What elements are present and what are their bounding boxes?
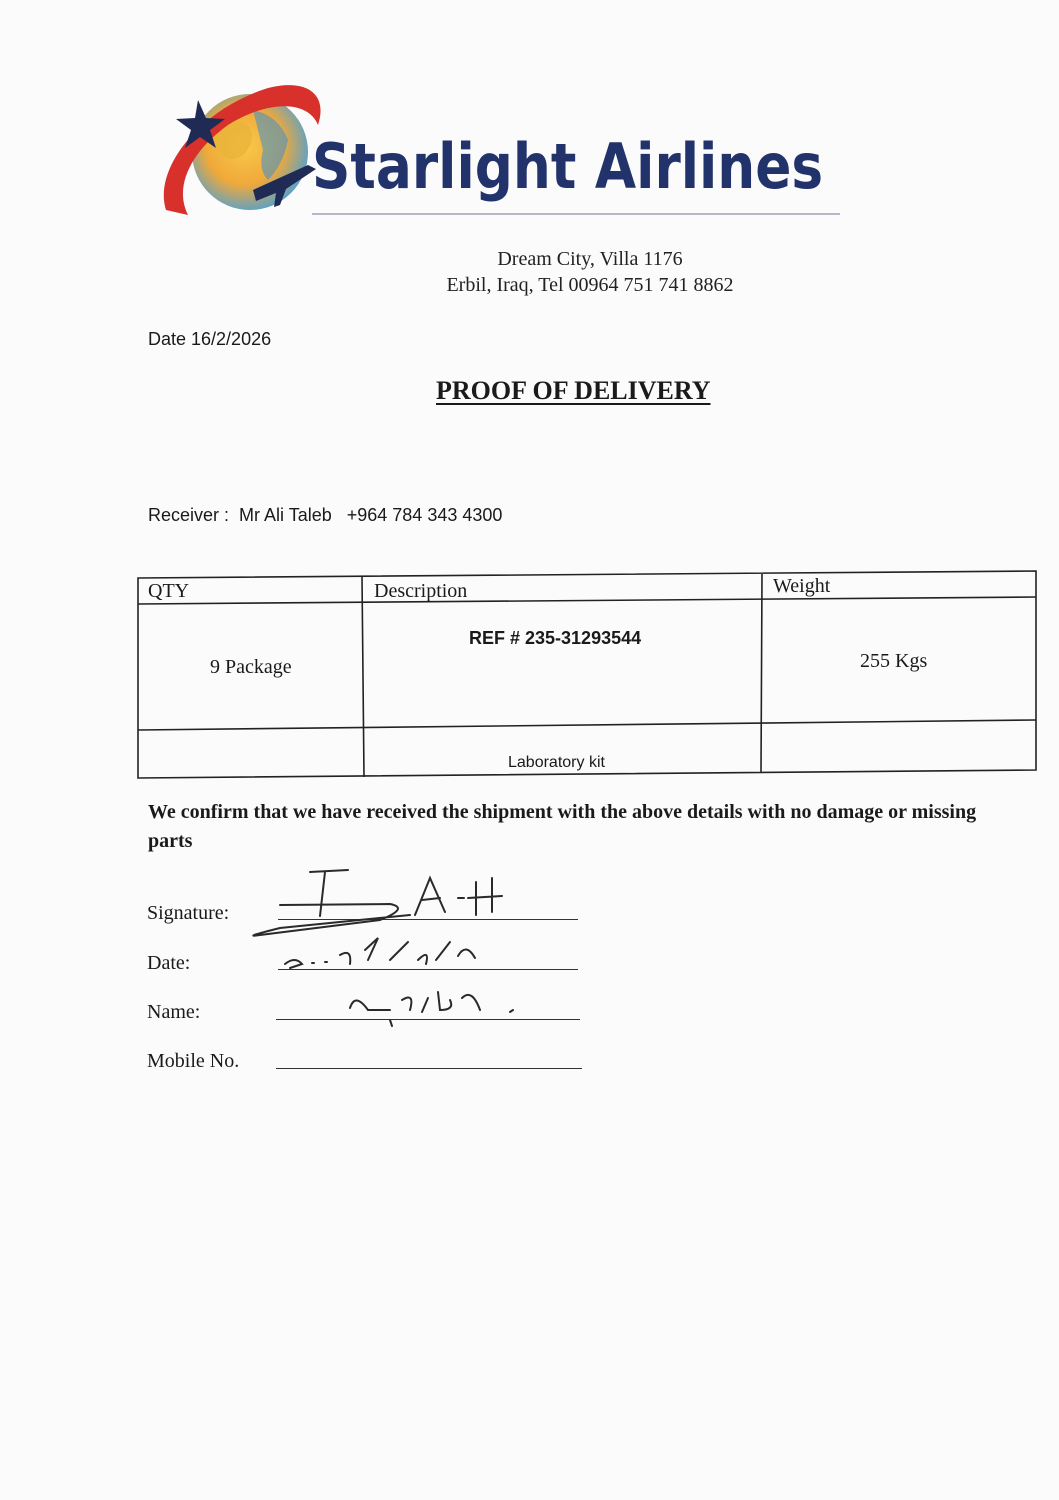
weight-header: Weight	[773, 575, 831, 597]
company-name: Starlight Airlines	[312, 130, 824, 203]
item-description: Laboratory kit	[508, 754, 605, 771]
company-address-line2: Erbil, Iraq, Tel 00964 751 741 8862	[446, 274, 734, 296]
name-label: Name:	[147, 1001, 201, 1023]
receiver-info: Receiver : Mr Ali Taleb +964 784 343 4300	[148, 505, 503, 525]
document-date: Date 16/2/2026	[148, 329, 272, 349]
date-label: Date:	[147, 952, 191, 974]
company-address-line1: Dream City, Villa 1176	[497, 248, 683, 270]
document-title: PROOF OF DELIVERY	[436, 376, 711, 405]
confirmation-statement: We confirm that we have received the shipment with the above details with no damage or missing parts	[148, 801, 977, 852]
qty-header: QTY	[148, 580, 190, 602]
reference-number: REF # 235-31293544	[469, 628, 642, 648]
mobile-line	[276, 1068, 582, 1069]
qty-value: 9 Package	[210, 656, 292, 678]
handwritten-signature	[240, 860, 600, 1060]
description-header: Description	[374, 580, 468, 602]
mobile-label: Mobile No.	[147, 1050, 240, 1072]
signature-label: Signature:	[147, 902, 230, 924]
airline-logo	[158, 70, 333, 230]
weight-value: 255 Kgs	[860, 650, 928, 672]
header-divider	[312, 213, 840, 215]
